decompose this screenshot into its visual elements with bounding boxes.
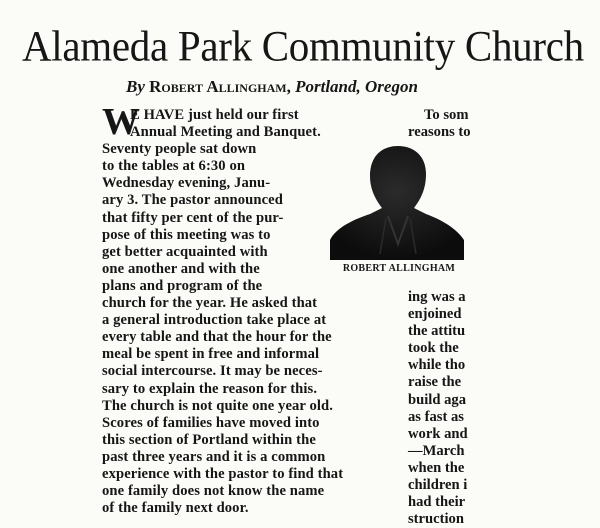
text-line: —March bbox=[408, 442, 465, 459]
text-line: E HAVE just held our first bbox=[130, 107, 299, 123]
byline-place: Portland, Oregon bbox=[295, 77, 418, 96]
text-line: one another and with the bbox=[102, 260, 260, 277]
text-line: raise the bbox=[408, 374, 462, 391]
text-line: reasons to bbox=[408, 124, 471, 141]
text-line: build aga bbox=[408, 391, 466, 408]
text-line: ary 3. The pastor announced bbox=[102, 192, 283, 209]
text-line: get better acquainted with bbox=[102, 243, 268, 260]
text-line: every table and that the hour for the bbox=[102, 329, 332, 346]
text-line: Wednesday evening, Janu- bbox=[102, 175, 271, 192]
article-column-2-bottom bbox=[408, 289, 478, 528]
text-line: this section of Portland within the bbox=[102, 431, 316, 448]
text-line: a general introduction take place at bbox=[102, 312, 327, 329]
drop-cap: W bbox=[102, 101, 140, 143]
byline-author: Robert Allingham, bbox=[149, 77, 291, 96]
text-line: children i bbox=[408, 477, 468, 494]
author-portrait bbox=[330, 144, 464, 260]
text-line: church for the year. He asked that bbox=[102, 295, 318, 312]
text-line: one family does not know the name bbox=[102, 483, 325, 500]
text-line: work and bbox=[408, 425, 468, 442]
text-line: that fifty per cent of the pur- bbox=[102, 209, 284, 226]
text-line: when the bbox=[408, 459, 465, 476]
text-line: To som bbox=[424, 107, 469, 123]
text-line: took the bbox=[408, 340, 459, 357]
text-line: Annual Meeting and Banquet. bbox=[130, 124, 321, 141]
article-title: Alameda Park Community Church bbox=[22, 21, 584, 70]
text-line: had their bbox=[408, 494, 466, 511]
text-line: ing was a bbox=[408, 289, 466, 305]
text-line: pose of this meeting was to bbox=[102, 226, 271, 243]
text-line: Scores of families have moved into bbox=[102, 414, 320, 431]
text-line: as fast as bbox=[408, 408, 464, 425]
photo-caption: ROBERT ALLINGHAM bbox=[342, 263, 456, 274]
text-line: while tho bbox=[408, 357, 466, 374]
text-line: the attitu bbox=[408, 323, 466, 340]
text-line: sary to explain the reason for this. bbox=[102, 380, 318, 397]
text-line: meal be spent in free and informal bbox=[102, 346, 320, 363]
text-line: social intercourse. It may be neces- bbox=[102, 363, 323, 380]
byline bbox=[126, 76, 418, 98]
text-line: struction bbox=[408, 511, 464, 528]
author-silhouette-icon bbox=[330, 144, 464, 260]
text-line: enjoined bbox=[408, 306, 462, 323]
byline-prefix: By bbox=[126, 77, 145, 96]
text-line: experience with the pastor to find that bbox=[102, 465, 344, 482]
text-line: past three years and it is a common bbox=[102, 448, 326, 465]
article-column-2-top bbox=[408, 107, 486, 141]
text-line: Seventy people sat down bbox=[102, 141, 257, 158]
text-line: plans and program of the bbox=[102, 277, 263, 294]
text-line: to the tables at 6:30 on bbox=[102, 158, 246, 175]
text-line: of the family next door. bbox=[102, 500, 249, 517]
text-line: The church is not quite one year old. bbox=[102, 397, 334, 414]
